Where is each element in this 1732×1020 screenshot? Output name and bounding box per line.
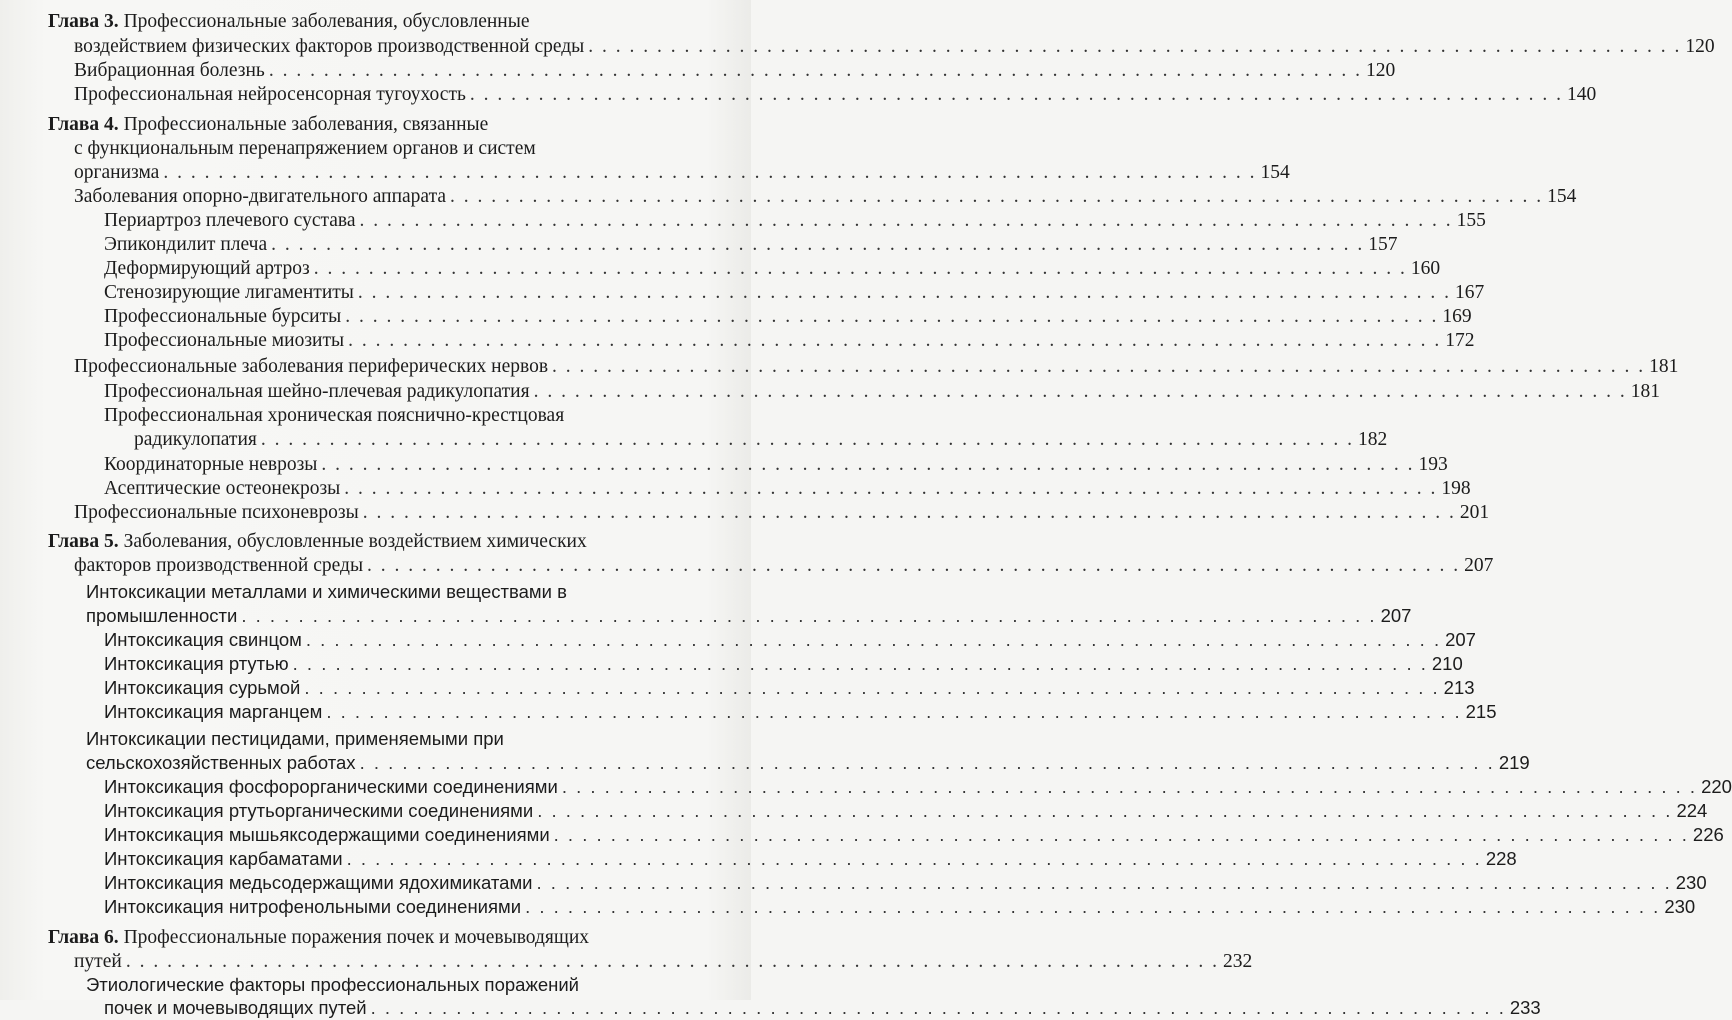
toc-entry-label: Профессиональная нейросенсорная тугоухость bbox=[74, 84, 466, 105]
toc-section-label: Профессиональные заболевания периферических нервов bbox=[74, 356, 549, 377]
page-number: 172 bbox=[1445, 330, 1475, 351]
page-number: 201 bbox=[1459, 502, 1490, 523]
toc-entry-label: Интоксикация нитрофенольными соединениями bbox=[104, 896, 522, 917]
chapter-3-title-cont: воздействием физических факторов производственной среды bbox=[74, 36, 585, 57]
page-number: 215 bbox=[1465, 701, 1497, 722]
toc-entry-label: Интоксикация медьсодержащими ядохимикатами bbox=[104, 872, 533, 893]
dot-leader bbox=[371, 996, 1506, 1020]
chapter-3-prefix: Глава 3. bbox=[48, 11, 119, 32]
page-number: 213 bbox=[1443, 677, 1475, 698]
dot-leader bbox=[588, 35, 1681, 59]
page-number: 120 bbox=[1365, 60, 1396, 81]
toc-section-label: Этиологические факторы профессиональных поражений bbox=[86, 974, 579, 995]
toc-section-label-cont: почек и мочевыводящих путей bbox=[104, 997, 367, 1018]
toc-entry-label: Интоксикация ртутью bbox=[104, 653, 289, 674]
toc-entry-label: Интоксикация марганцем bbox=[104, 701, 323, 722]
chapter-4-prefix: Глава 4. bbox=[48, 114, 119, 135]
toc-entry-label: Деформирующий артроз bbox=[104, 258, 310, 279]
bottom-region bbox=[0, 0, 751, 1000]
page-number: 207 bbox=[1380, 605, 1412, 626]
chapter-4-title: Профессиональные заболевания, связанные bbox=[123, 114, 489, 135]
toc-entry-label-cont: радикулопатия bbox=[134, 429, 257, 450]
toc-entry-label: Периартроз плечевого сустава bbox=[104, 210, 356, 231]
page-number: 157 bbox=[1368, 234, 1398, 255]
page-number: 224 bbox=[1676, 800, 1708, 821]
toc-entry-label: Интоксикация сурьмой bbox=[104, 677, 301, 698]
page-number: 154 bbox=[1260, 162, 1290, 183]
page-number: 210 bbox=[1431, 653, 1463, 674]
toc-section-label: Интоксикации металлами и химическими веществами в bbox=[86, 581, 567, 602]
page-number: 232 bbox=[1222, 951, 1253, 972]
toc-section-cont bbox=[104, 996, 1541, 1018]
page-number: 120 bbox=[1685, 36, 1715, 57]
page-number: 169 bbox=[1442, 306, 1472, 327]
toc-entry-label: Эпикондилит плеча bbox=[104, 234, 268, 255]
page-number: 233 bbox=[1509, 997, 1541, 1018]
toc-entry-label: Профессиональные миозиты bbox=[104, 330, 345, 351]
page-number: 193 bbox=[1418, 454, 1448, 475]
toc-entry-label: Вибрационная болезнь bbox=[74, 60, 265, 81]
chapter-6-title: Профессиональные поражения почек и мочевыводящих bbox=[123, 927, 590, 948]
chapter-6-title-cont: путей bbox=[74, 951, 122, 972]
toc-entry-label: Координаторные неврозы bbox=[104, 454, 318, 475]
chapter-4-title-cont: с функциональным перенапряжением органов и систем bbox=[74, 138, 536, 159]
page-number: 154 bbox=[1547, 186, 1577, 207]
page-number: 160 bbox=[1410, 258, 1441, 279]
toc-section-label: Интоксикации пестицидами, применяемыми при bbox=[86, 728, 504, 749]
toc-entry-label: Профессиональная хроническая пояснично-крестцовая bbox=[104, 405, 565, 426]
page-number: 182 bbox=[1357, 429, 1388, 450]
page-number: 140 bbox=[1566, 84, 1597, 105]
page-number: 181 bbox=[1649, 356, 1679, 377]
chapter-5-title: Заболевания, обусловленные воздействием химических bbox=[123, 531, 587, 552]
page-number: 230 bbox=[1675, 872, 1707, 893]
toc-section-label-cont: промышленности bbox=[86, 605, 238, 626]
toc-section-label: Заболевания опорно-двигательного аппарата bbox=[74, 186, 446, 207]
toc-section bbox=[86, 973, 579, 997]
page-number: 207 bbox=[1445, 629, 1476, 650]
page-number: 198 bbox=[1441, 478, 1471, 499]
chapter-4-title-cont: организма bbox=[74, 162, 160, 183]
page-number: 226 bbox=[1692, 824, 1724, 845]
toc-entry-label: Интоксикация мышьяксодержащими соединениями bbox=[104, 824, 550, 845]
toc-entry-label: Интоксикация фосфорорганическими соединениями bbox=[104, 776, 558, 797]
toc-entry-label: Интоксикация свинцом bbox=[104, 629, 302, 650]
page-number: 230 bbox=[1664, 896, 1696, 917]
page-number: 219 bbox=[1498, 752, 1530, 773]
toc-entry-label: Стенозирующие лигаментиты bbox=[104, 282, 354, 303]
chapter-3-title: Профессиональные заболевания, обусловленные bbox=[123, 11, 530, 32]
chapter-5-prefix: Глава 5. bbox=[48, 531, 119, 552]
toc-entry-label: Интоксикация карбаматами bbox=[104, 848, 343, 869]
toc-entry-label: Профессиональные бурситы bbox=[104, 306, 342, 327]
toc-entry-label: Асептические остеонекрозы bbox=[104, 478, 341, 499]
page-number: 181 bbox=[1630, 381, 1660, 402]
chapter-5-title-cont: факторов производственной среды bbox=[74, 555, 364, 576]
page-number: 220 bbox=[1701, 776, 1732, 797]
page-number: 228 bbox=[1485, 848, 1517, 869]
chapter-6-prefix: Глава 6. bbox=[48, 927, 119, 948]
page-number: 167 bbox=[1455, 282, 1485, 303]
toc-section-label-cont: сельскохозяйственных работах bbox=[86, 752, 356, 773]
toc-entry-label: Интоксикация ртутьорганическими соединениями bbox=[104, 800, 534, 821]
page-number: 207 bbox=[1464, 555, 1494, 576]
toc-entry-label: Профессиональная шейно-плечевая радикулопатия bbox=[104, 381, 530, 402]
toc-section-label: Профессиональные психоневрозы bbox=[74, 502, 359, 523]
page-number: 155 bbox=[1456, 210, 1486, 231]
